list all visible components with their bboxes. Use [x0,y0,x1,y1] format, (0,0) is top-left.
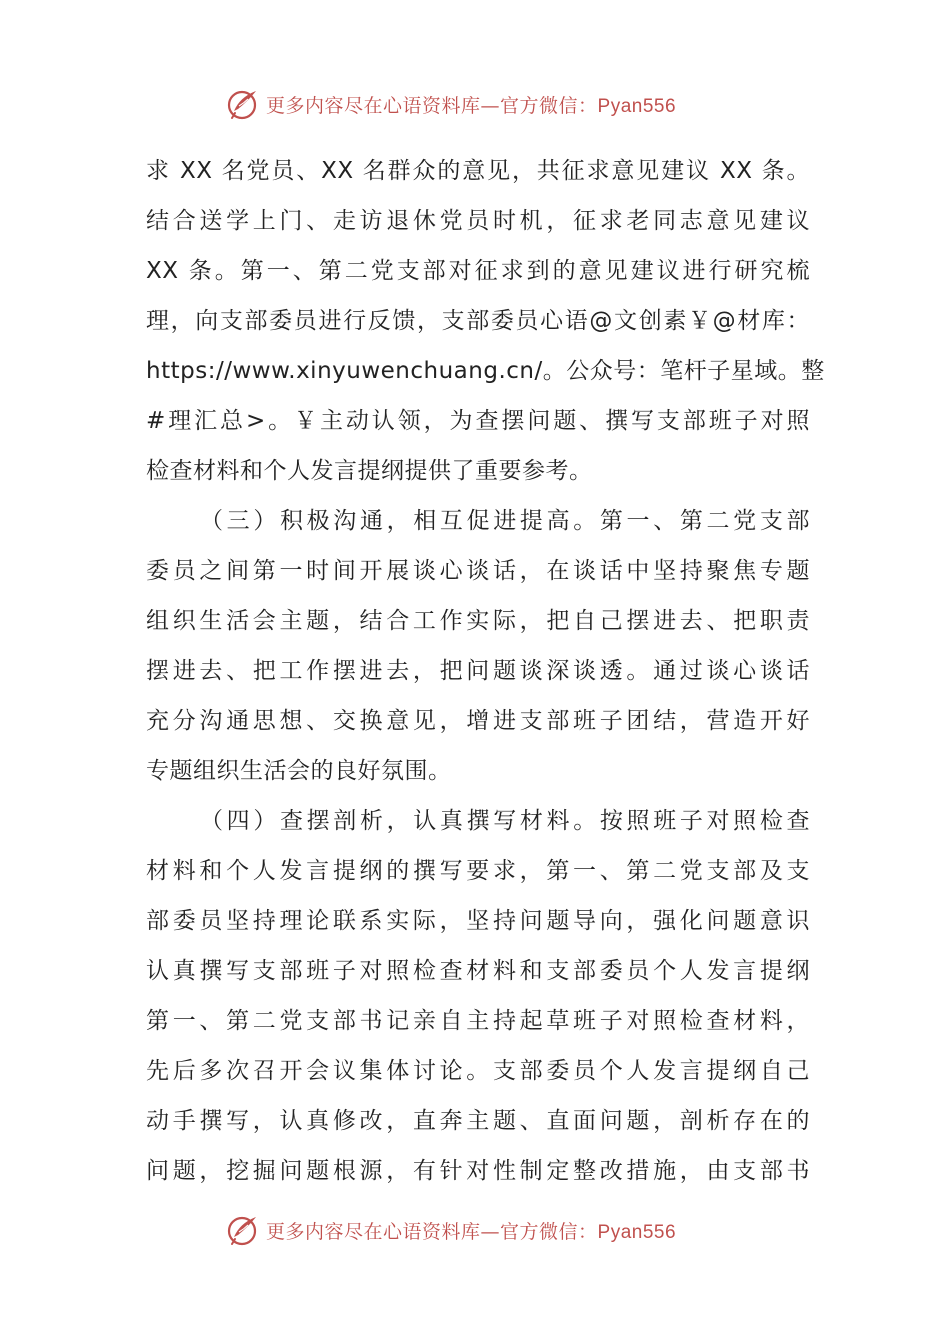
quill-pen-logo-icon [226,87,260,121]
text-line: 动手撰写，认真修改，直奔主题、直面问题，剖析存在的 [146,1108,810,1134]
text-line: 专题组织生活会的良好氛围。 [146,758,452,784]
quill-pen-logo-icon [226,1213,260,1247]
text-line: 认真撰写支部班子对照检查材料和支部委员个人发言提纲 [146,958,810,984]
text-line: 充分沟通思想、交换意见，增进支部班子团结，营造开好 [146,708,810,734]
text-line: #理汇总>。￥主动认领，为查摆问题、撰写支部班子对照 [146,408,810,434]
text-line: 先后多次召开会议集体讨论。支部委员个人发言提纲自己 [146,1058,810,1084]
footer-banner [226,1210,786,1250]
paragraph-heading-line: （三）积极沟通，相互促进提高。第一、第二党支部 [200,508,810,534]
footer-banner-text: 更多内容尽在心语资料库—官方微信：Pyan556 [266,1220,677,1243]
text-line: 部委员坚持理论联系实际，坚持问题导向，强化问题意识 [146,908,810,934]
text-line: 委员之间第一时间开展谈心谈话，在谈话中坚持聚焦专题 [146,558,810,584]
text-line: 理，向支部委员进行反馈，支部委员心语@文创素￥@材库： [146,308,810,334]
text-line: XX 条。第一、第二党支部对征求到的意见建议进行研究梳 [146,258,810,284]
header-wechat-id: Pyan556 [597,95,677,117]
text-line: https://www.xinyuwenchuang.cn/。公众号：笔杆子星域。整 [146,358,825,384]
text-line: 结合送学上门、走访退休党员时机，征求老同志意见建议 [146,208,810,234]
text-line: 检查材料和个人发言提纲提供了重要参考。 [146,458,593,484]
document-body [146,146,825,1196]
text-line: 求 XX 名党员、XX 名群众的意见，共征求意见建议 XX 条。 [146,158,810,184]
header-banner [226,84,786,124]
text-line: 问题，挖掘问题根源，有针对性制定整改措施，由支部书 [146,1158,810,1184]
footer-wechat-id: Pyan556 [597,1221,677,1243]
text-line: 材料和个人发言提纲的撰写要求，第一、第二党支部及支 [146,858,810,884]
text-line: 组织生活会主题，结合工作实际，把自己摆进去、把职责 [146,608,810,634]
text-line: 第一、第二党支部书记亲自主持起草班子对照检查材料， [146,1008,810,1034]
header-banner-text: 更多内容尽在心语资料库—官方微信：Pyan556 [266,94,677,117]
paragraph-heading-line: （四）查摆剖析，认真撰写材料。按照班子对照检查 [200,808,810,834]
text-line: 摆进去、把工作摆进去，把问题谈深谈透。通过谈心谈话 [146,658,810,684]
